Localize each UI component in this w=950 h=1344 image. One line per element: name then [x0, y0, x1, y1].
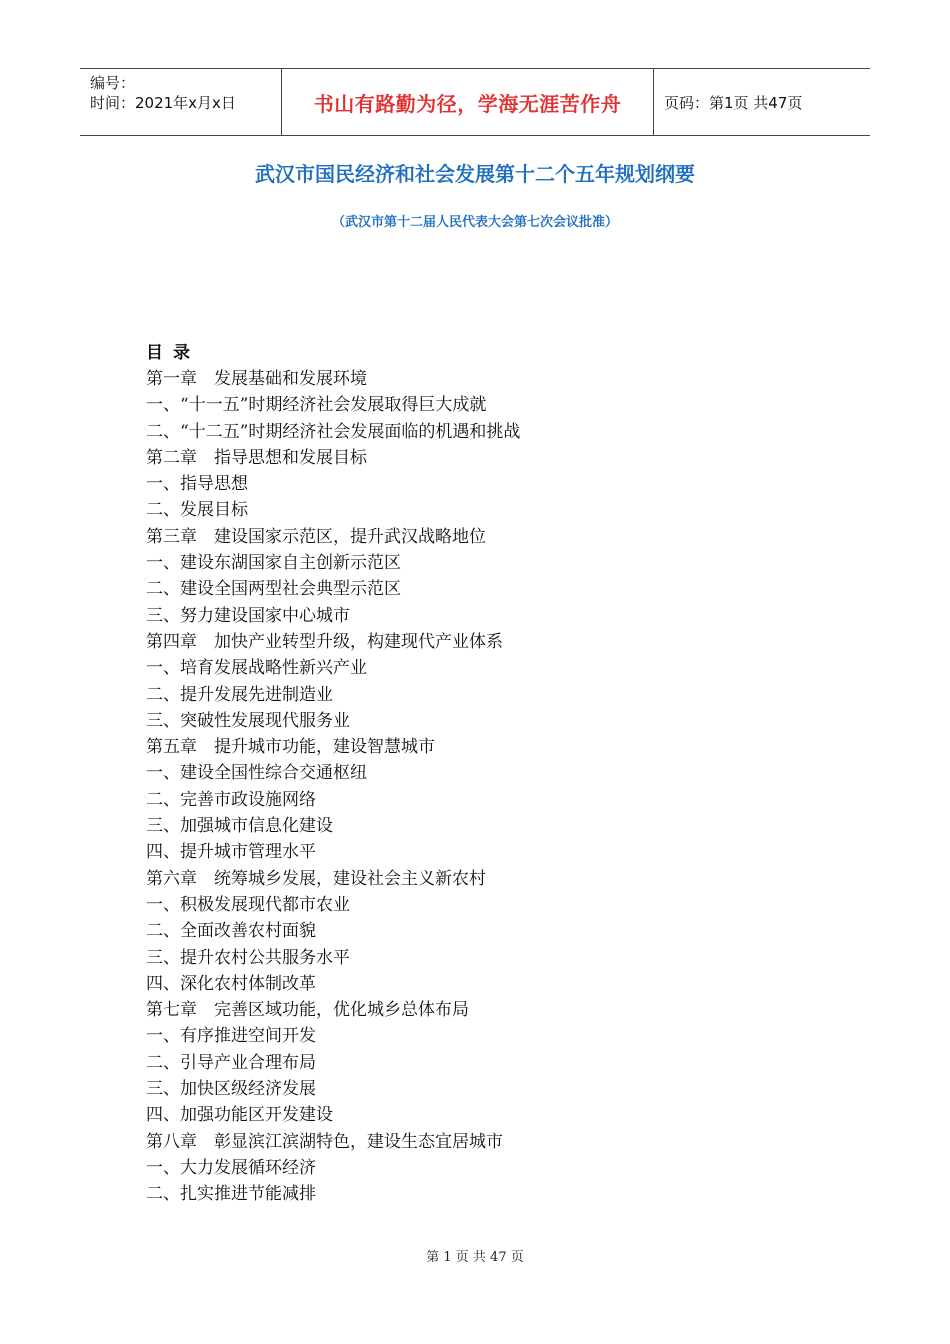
- toc-section-item: 三、突破性发展现代服务业: [146, 710, 350, 731]
- table-of-contents: [146, 340, 846, 1208]
- header-page-info: 页码：第1页 共47页: [664, 93, 803, 112]
- toc-section-item: 三、努力建设国家中心城市: [146, 605, 350, 626]
- document-number-label: 编号：: [90, 74, 136, 92]
- toc-chapter-item: 第五章 提升城市功能，建设智慧城市: [146, 737, 435, 758]
- toc-section-item: 一、大力发展循环经济: [146, 1157, 316, 1178]
- document-time-label: 时间：2021年x月x日: [90, 94, 236, 112]
- toc-section-item: 三、提升农村公共服务水平: [146, 947, 350, 968]
- toc-section-item: 一、培育发展战略性新兴产业: [146, 658, 367, 679]
- toc-section-item: 四、提升城市管理水平: [146, 842, 316, 863]
- header-motto-cell: [282, 69, 654, 135]
- toc-section-item: 三、加强城市信息化建设: [146, 816, 333, 837]
- toc-chapter-item: 第三章 建设国家示范区，提升武汉战略地位: [146, 526, 486, 547]
- toc-section-item: 一、建设全国性综合交通枢纽: [146, 763, 367, 784]
- toc-section-item: 一、“十一五”时期经济社会发展取得巨大成就: [146, 395, 487, 416]
- toc-section-item: 二、全面改善农村面貌: [146, 921, 316, 942]
- page-footer: 第 1 页 共 47 页: [426, 1250, 524, 1265]
- toc-chapter-item: 第七章 完善区域功能，优化城乡总体布局: [146, 1000, 469, 1021]
- toc-section-item: 一、建设东湖国家自主创新示范区: [146, 553, 401, 574]
- header-page-cell: [654, 69, 870, 135]
- toc-list: [146, 366, 846, 1208]
- document-title: 武汉市国民经济和社会发展第十二个五年规划纲要: [255, 162, 695, 186]
- toc-section-item: 三、加快区级经济发展: [146, 1079, 316, 1100]
- toc-section-item: 二、完善市政设施网络: [146, 789, 316, 810]
- header-meta-cell: [80, 69, 282, 135]
- toc-section-item: 二、提升发展先进制造业: [146, 684, 333, 705]
- header-table: [80, 68, 870, 136]
- document-subtitle: （武汉市第十二届人民代表大会第七次会议批准）: [331, 215, 618, 230]
- toc-chapter-item: 第二章 指导思想和发展目标: [146, 447, 367, 468]
- toc-section-item: 二、引导产业合理布局: [146, 1052, 316, 1073]
- toc-section-item: 四、深化农村体制改革: [146, 973, 316, 994]
- toc-chapter-item: 第八章 彰显滨江滨湖特色，建设生态宜居城市: [146, 1131, 503, 1152]
- toc-heading: 目录: [146, 343, 200, 363]
- toc-chapter-item: 第六章 统筹城乡发展，建设社会主义新农村: [146, 868, 486, 889]
- toc-chapter-item: 第四章 加快产业转型升级，构建现代产业体系: [146, 631, 503, 652]
- toc-section-item: 一、指导思想: [146, 474, 248, 495]
- toc-section-item: 二、建设全国两型社会典型示范区: [146, 579, 401, 600]
- toc-section-item: 二、“十二五”时期经济社会发展面临的机遇和挑战: [146, 421, 521, 442]
- toc-chapter-item: 第一章 发展基础和发展环境: [146, 369, 367, 389]
- toc-section-item: 一、有序推进空间开发: [146, 1026, 316, 1047]
- toc-section-item: 四、加强功能区开发建设: [146, 1105, 333, 1126]
- header-motto: 书山有路勤为径，学海无涯苦作舟: [313, 91, 622, 116]
- toc-section-item: 二、发展目标: [146, 500, 248, 521]
- toc-section-item: 二、扎实推进节能减排: [146, 1184, 316, 1205]
- toc-section-item: 一、积极发展现代都市农业: [146, 894, 350, 915]
